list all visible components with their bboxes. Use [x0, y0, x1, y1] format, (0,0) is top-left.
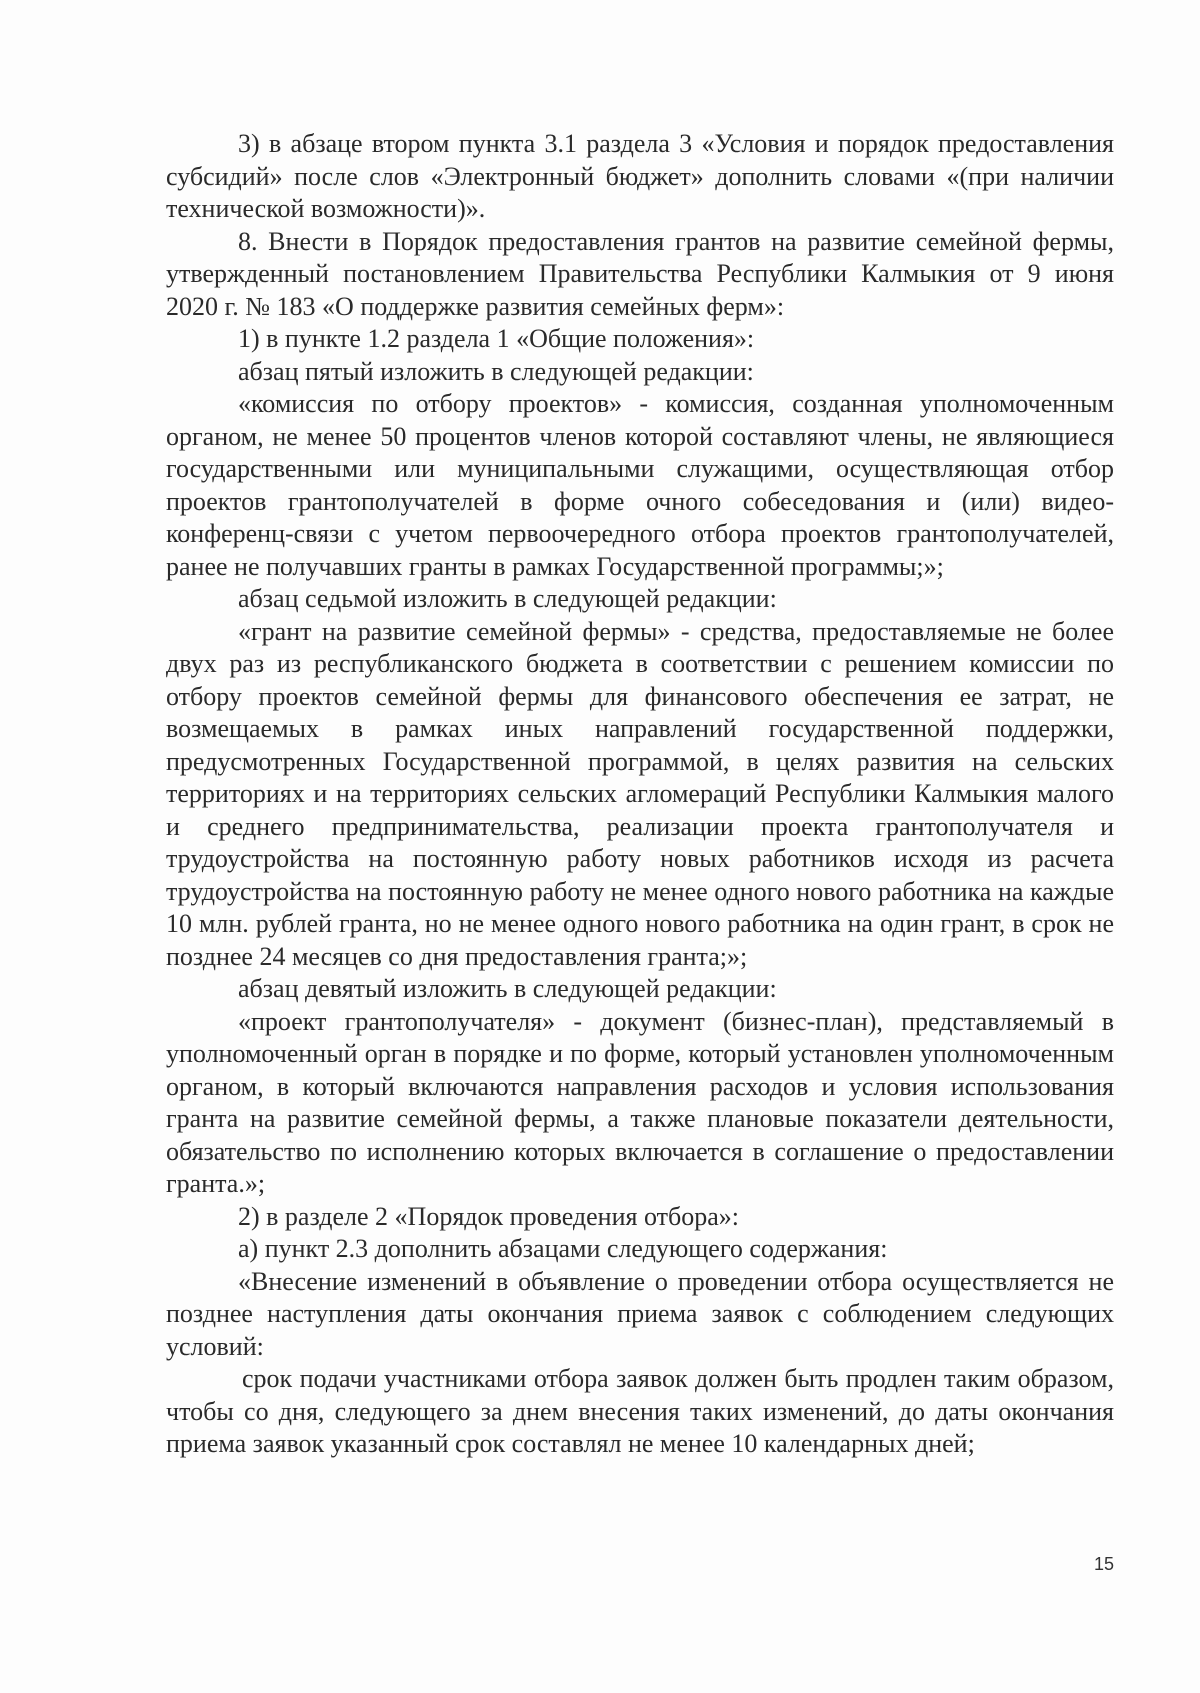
paragraph-9: «проект грантополучателя» - документ (бизнес-план), представляемый в уполномоченный орган в порядке и по форме, который установлен уполномоченным органом, в который включаются направления расходов и условия использования гранта на развитие семейной фермы, а также плановые показатели деятельности, обязательство по исполнению которых включается в соглашение о предоставлении гранта.»;: [166, 1006, 1114, 1198]
paragraph-7: «грант на развитие семейной фермы» - средства, предоставляемые не более двух раз из республиканского бюджета в соответствии с решением комиссии по отбору проектов семейной фермы для финансового обеспечения ее затрат, не возмещаемых в рамках иных направлений государственной поддержки, предусмотренных Государственной программой, в целях развития на сельских территориях и на территориях сельских агломераций Республики Калмыкия малого и среднего предпринимательства, реализации проекта грантополучателя и трудоустройства на постоянную работу новых работников исходя из расчета трудоустройства на постоянную работу не менее одного нового работника на каждые 10 млн. рублей гранта, но не менее одного нового работника на один грант, в срок не позднее 24 месяцев со дня предоставления гранта;»;: [166, 616, 1114, 971]
paragraph-13: срок подачи участниками отбора заявок должен быть продлен таким образом, чтобы со дня, следующего за днем внесения таких изменений, до даты окончания приема заявок указанный срок составлял не менее 10 календарных дней;: [166, 1364, 1114, 1458]
paragraph-8: абзац девятый изложить в следующей редакции:: [238, 974, 777, 1003]
document-body: [166, 128, 1114, 1461]
paragraph-2: 8. Внести в Порядок предоставления грантов на развитие семейной фермы, утвержденный постановлением Правительства Республики Калмыкия от 9 июня 2020 г. № 183 «О поддержке развития семейных ферм»:: [166, 226, 1114, 321]
page-number: 15: [1093, 1554, 1114, 1574]
paragraph-10: 2) в разделе 2 «Порядок проведения отбора»:: [238, 1201, 739, 1231]
paragraph-5: «комиссия по отбору проектов» - комиссия, созданная уполномоченным органом, не менее 50 процентов членов которой составляют члены, не являющиеся государственными или муниципальными служащими, осуществляющая отбор проектов грантополучателей в форме очного собеседования и (или) видео-конференц-связи с учетом первоочередного отбора проектов грантополучателей, ранее не получавших гранты в рамках Государственной программы;»;: [166, 389, 1114, 581]
paragraph-11: а) пункт 2.3 дополнить абзацами следующего содержания:: [238, 1234, 888, 1263]
paragraph-6: абзац седьмой изложить в следующей редакции:: [238, 584, 777, 613]
paragraph-4: абзац пятый изложить в следующей редакции:: [238, 356, 754, 386]
paragraph-3: 1) в пункте 1.2 раздела 1 «Общие положения»:: [238, 324, 755, 353]
paragraph-1: 3) в абзаце втором пункта 3.1 раздела 3 «Условия и порядок предоставления субсидий» после слов «Электронный бюджет» дополнить словами «(при наличии технической возможности)».: [166, 129, 1114, 223]
paragraph-12: «Внесение изменений в объявление о проведении отбора осуществляется не позднее наступления даты окончания приема заявок с соблюдением следующих условий:: [166, 1266, 1114, 1361]
